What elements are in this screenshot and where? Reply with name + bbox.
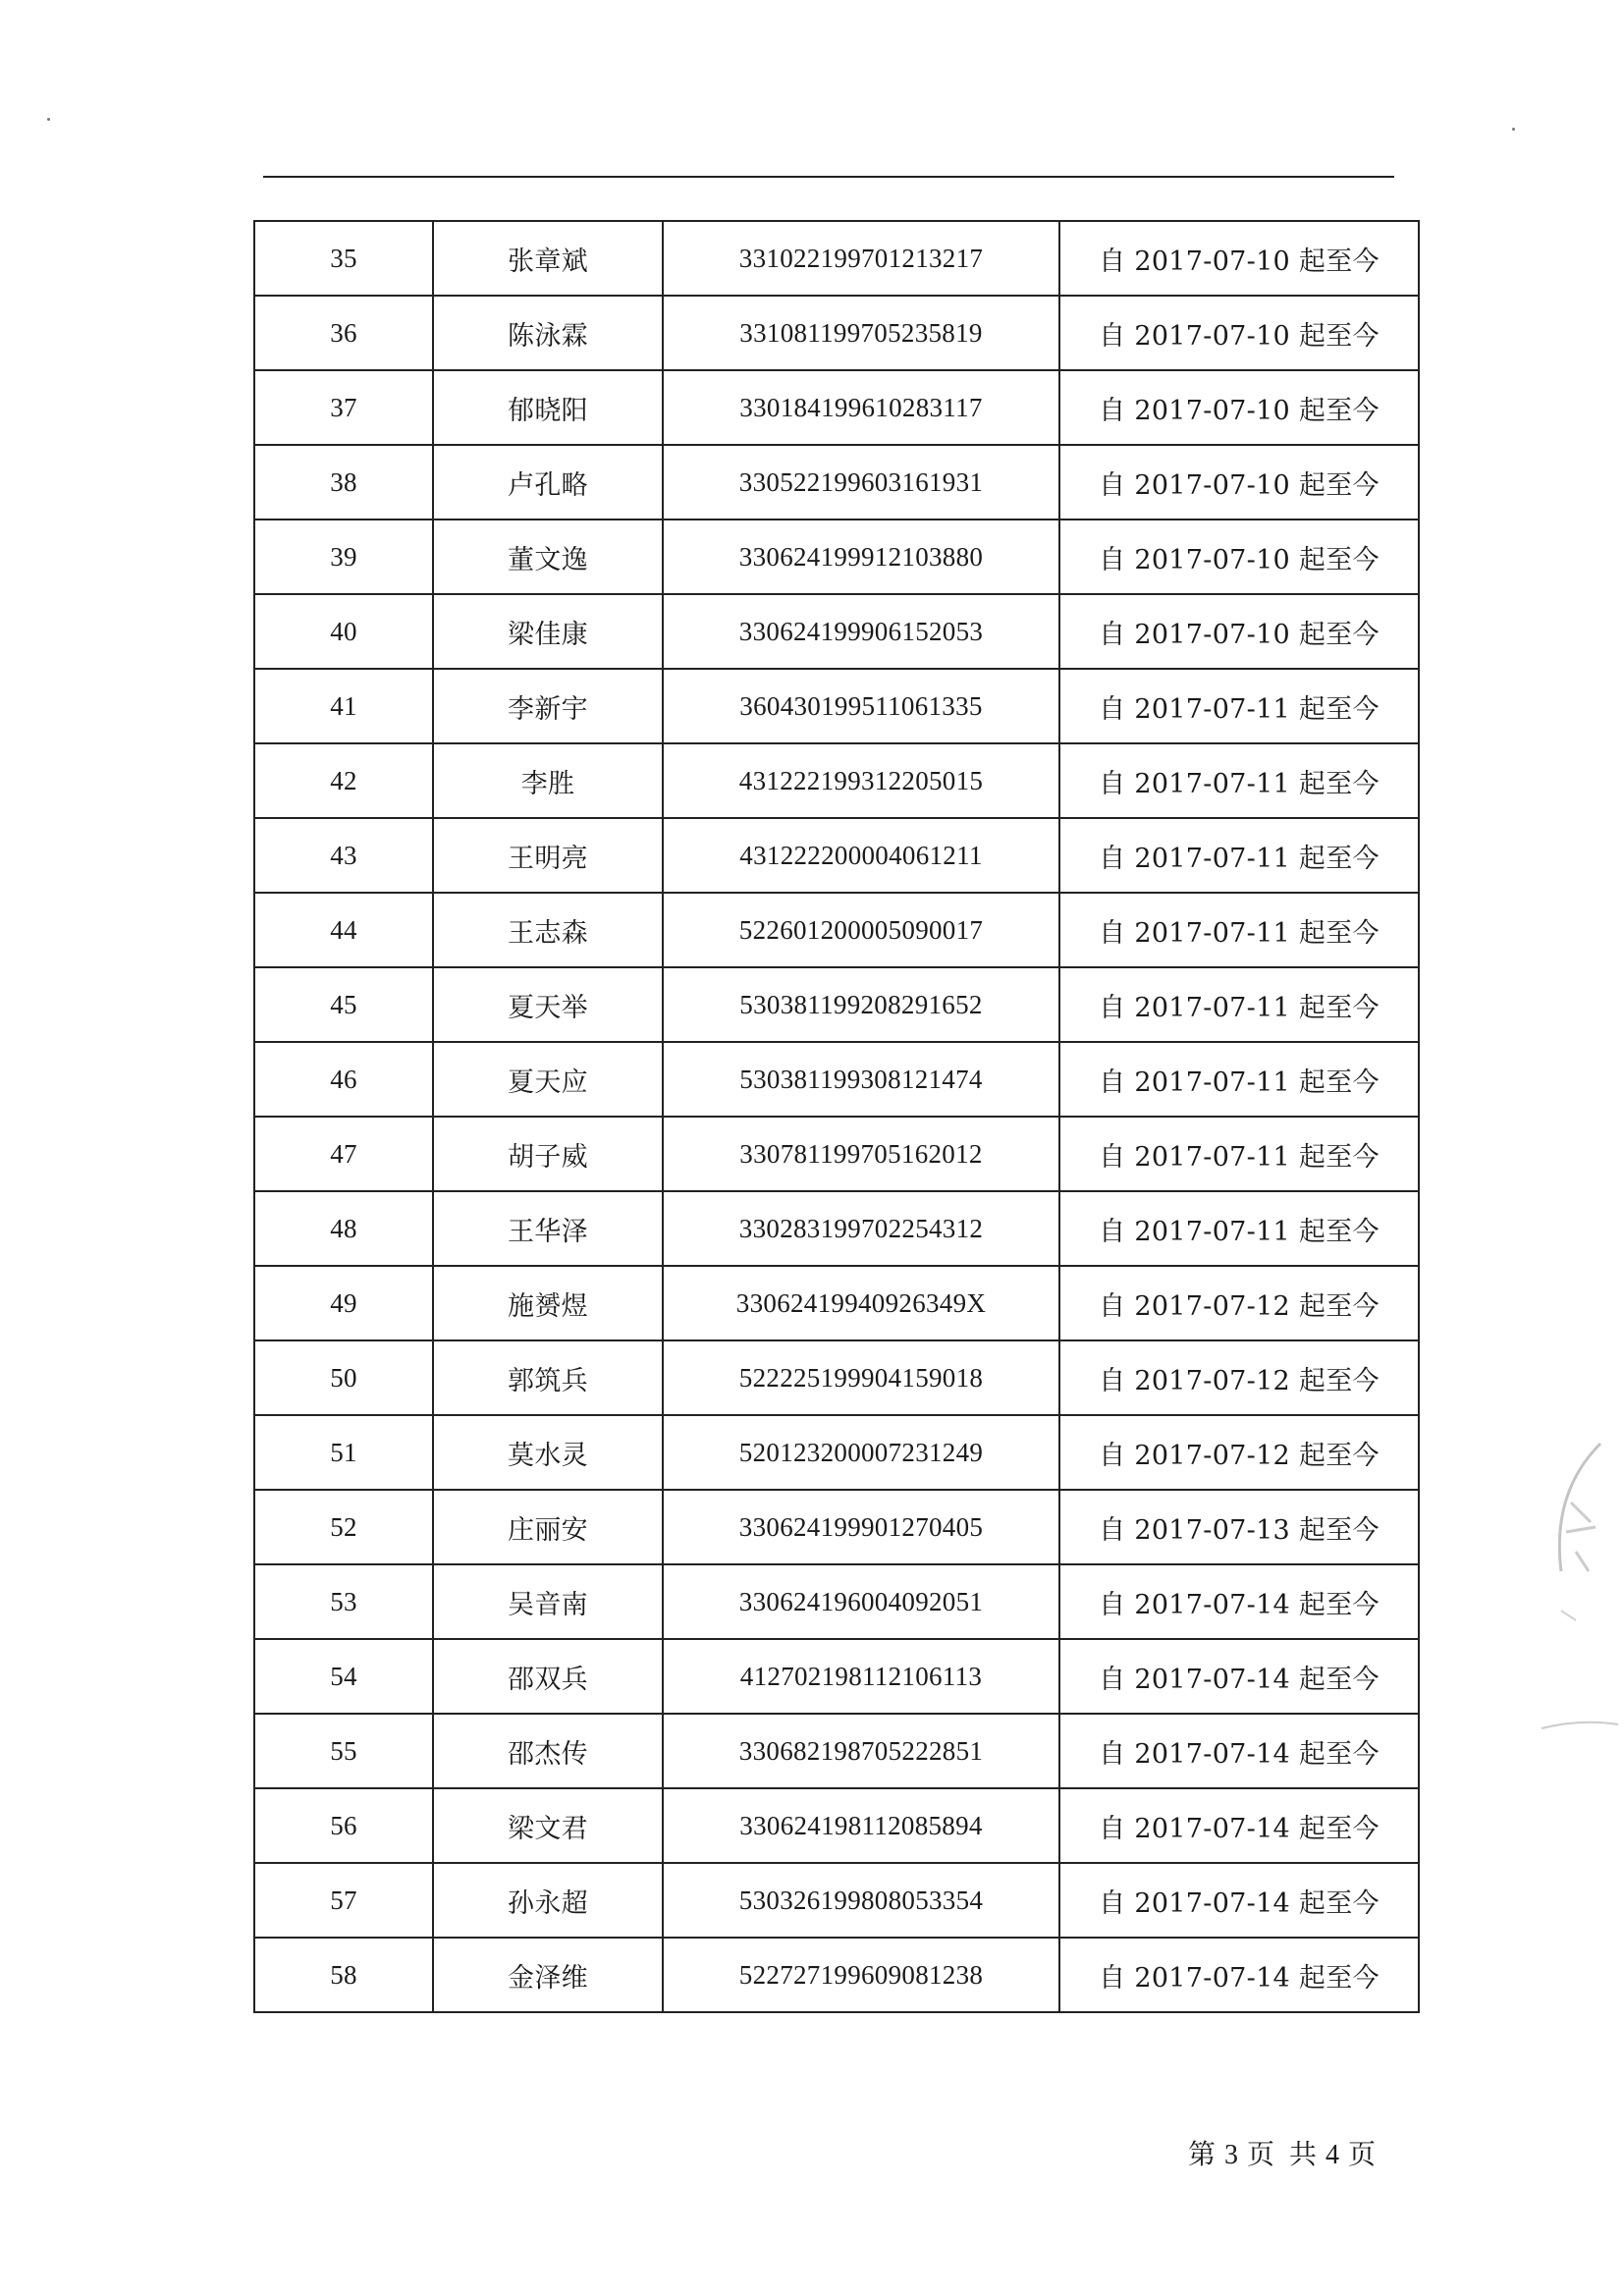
row-number-cell: 39 — [254, 519, 433, 594]
id-number-cell: 360430199511061335 — [663, 669, 1059, 743]
table-row — [254, 818, 1419, 893]
id-number-cell: 530381199308121474 — [663, 1042, 1059, 1117]
employment-period-cell: 自 2017-07-10 起至今 — [1059, 445, 1419, 519]
table-row — [254, 1191, 1419, 1266]
employment-period-cell: 自 2017-07-14 起至今 — [1059, 1564, 1419, 1639]
id-number-cell: 330624198112085894 — [663, 1788, 1059, 1863]
table-row — [254, 1564, 1419, 1639]
table-row — [254, 1340, 1419, 1415]
person-name-cell: 施赟煜 — [433, 1266, 663, 1340]
id-number-cell: 530326199808053354 — [663, 1863, 1059, 1938]
table-row — [254, 296, 1419, 370]
row-number-cell: 40 — [254, 594, 433, 669]
person-name-cell: 吴音南 — [433, 1564, 663, 1639]
id-number-cell: 530381199208291652 — [663, 967, 1059, 1042]
person-name-cell: 孙永超 — [433, 1863, 663, 1938]
employment-period-cell: 自 2017-07-14 起至今 — [1059, 1639, 1419, 1714]
row-number-cell: 50 — [254, 1340, 433, 1415]
table-row — [254, 1788, 1419, 1863]
id-number-cell: 330624196004092051 — [663, 1564, 1059, 1639]
person-name-cell: 邵双兵 — [433, 1639, 663, 1714]
person-name-cell: 王华泽 — [433, 1191, 663, 1266]
row-number-cell: 54 — [254, 1639, 433, 1714]
id-number-cell: 522727199609081238 — [663, 1938, 1059, 2012]
id-number-cell: 331081199705235819 — [663, 296, 1059, 370]
employment-period-cell: 自 2017-07-11 起至今 — [1059, 893, 1419, 967]
person-name-cell: 梁佳康 — [433, 594, 663, 669]
person-name-cell: 夏天应 — [433, 1042, 663, 1117]
id-number-cell: 412702198112106113 — [663, 1639, 1059, 1714]
table-row — [254, 743, 1419, 818]
table-row — [254, 594, 1419, 669]
table-row — [254, 370, 1419, 445]
employment-period-cell: 自 2017-07-14 起至今 — [1059, 1938, 1419, 2012]
row-number-cell: 47 — [254, 1117, 433, 1191]
employment-period-cell: 自 2017-07-11 起至今 — [1059, 1191, 1419, 1266]
seal-stamp-fragment — [1532, 1434, 1620, 1787]
header-rule — [263, 176, 1394, 178]
row-number-cell: 45 — [254, 967, 433, 1042]
person-name-cell: 梁文君 — [433, 1788, 663, 1863]
id-number-cell: 330283199702254312 — [663, 1191, 1059, 1266]
roster-table-body — [254, 221, 1419, 2012]
row-number-cell: 42 — [254, 743, 433, 818]
person-name-cell: 夏天举 — [433, 967, 663, 1042]
table-row — [254, 445, 1419, 519]
id-number-cell: 33062419940926349X — [663, 1266, 1059, 1340]
employment-period-cell: 自 2017-07-14 起至今 — [1059, 1788, 1419, 1863]
employment-period-cell: 自 2017-07-11 起至今 — [1059, 818, 1419, 893]
row-number-cell: 52 — [254, 1490, 433, 1564]
id-number-cell: 520123200007231249 — [663, 1415, 1059, 1490]
employment-period-cell: 自 2017-07-12 起至今 — [1059, 1340, 1419, 1415]
person-name-cell: 董文逸 — [433, 519, 663, 594]
table-row — [254, 221, 1419, 296]
person-name-cell: 王明亮 — [433, 818, 663, 893]
row-number-cell: 48 — [254, 1191, 433, 1266]
employment-period-cell: 自 2017-07-10 起至今 — [1059, 594, 1419, 669]
person-name-cell: 李新宇 — [433, 669, 663, 743]
employment-period-cell: 自 2017-07-12 起至今 — [1059, 1266, 1419, 1340]
row-number-cell: 37 — [254, 370, 433, 445]
row-number-cell: 43 — [254, 818, 433, 893]
id-number-cell: 331022199701213217 — [663, 221, 1059, 296]
table-row — [254, 1938, 1419, 2012]
id-number-cell: 330682198705222851 — [663, 1714, 1059, 1788]
row-number-cell: 41 — [254, 669, 433, 743]
row-number-cell: 44 — [254, 893, 433, 967]
row-number-cell: 49 — [254, 1266, 433, 1340]
scan-speck — [1512, 128, 1515, 131]
id-number-cell: 330522199603161931 — [663, 445, 1059, 519]
employment-period-cell: 自 2017-07-10 起至今 — [1059, 296, 1419, 370]
person-name-cell: 张章斌 — [433, 221, 663, 296]
page-number: 第 3 页 — [1188, 2140, 1276, 2170]
id-number-cell: 431222199312205015 — [663, 743, 1059, 818]
person-name-cell: 郁晓阳 — [433, 370, 663, 445]
person-name-cell: 王志森 — [433, 893, 663, 967]
id-number-cell: 330624199912103880 — [663, 519, 1059, 594]
employment-period-cell: 自 2017-07-11 起至今 — [1059, 967, 1419, 1042]
employment-period-cell: 自 2017-07-10 起至今 — [1059, 221, 1419, 296]
employment-period-cell: 自 2017-07-14 起至今 — [1059, 1863, 1419, 1938]
scan-speck — [47, 118, 50, 121]
row-number-cell: 53 — [254, 1564, 433, 1639]
employment-period-cell: 自 2017-07-12 起至今 — [1059, 1415, 1419, 1490]
row-number-cell: 38 — [254, 445, 433, 519]
id-number-cell: 330781199705162012 — [663, 1117, 1059, 1191]
person-name-cell: 郭筑兵 — [433, 1340, 663, 1415]
table-row — [254, 1415, 1419, 1490]
row-number-cell: 36 — [254, 296, 433, 370]
table-row — [254, 1117, 1419, 1191]
id-number-cell: 330624199901270405 — [663, 1490, 1059, 1564]
row-number-cell: 51 — [254, 1415, 433, 1490]
person-name-cell: 卢孔略 — [433, 445, 663, 519]
employment-period-cell: 自 2017-07-11 起至今 — [1059, 1042, 1419, 1117]
person-name-cell: 庄丽安 — [433, 1490, 663, 1564]
table-row — [254, 1639, 1419, 1714]
employment-period-cell: 自 2017-07-10 起至今 — [1059, 370, 1419, 445]
person-name-cell: 李胜 — [433, 743, 663, 818]
row-number-cell: 57 — [254, 1863, 433, 1938]
employment-period-cell: 自 2017-07-11 起至今 — [1059, 743, 1419, 818]
table-row — [254, 1714, 1419, 1788]
page-footer — [1188, 2133, 1382, 2172]
employment-period-cell: 自 2017-07-11 起至今 — [1059, 669, 1419, 743]
row-number-cell: 58 — [254, 1938, 433, 2012]
person-name-cell: 莫水灵 — [433, 1415, 663, 1490]
employment-period-cell: 自 2017-07-13 起至今 — [1059, 1490, 1419, 1564]
table-row — [254, 967, 1419, 1042]
id-number-cell: 330184199610283117 — [663, 370, 1059, 445]
table-row — [254, 1863, 1419, 1938]
person-name-cell: 陈泳霖 — [433, 296, 663, 370]
table-row — [254, 1266, 1419, 1340]
table-row — [254, 893, 1419, 967]
table-row — [254, 1042, 1419, 1117]
row-number-cell: 55 — [254, 1714, 433, 1788]
table-row — [254, 1490, 1419, 1564]
person-name-cell: 邵杰传 — [433, 1714, 663, 1788]
roster-table-container — [253, 220, 1418, 2013]
person-name-cell: 胡子威 — [433, 1117, 663, 1191]
table-row — [254, 519, 1419, 594]
table-row — [254, 669, 1419, 743]
person-name-cell: 金泽维 — [433, 1938, 663, 2012]
employment-period-cell: 自 2017-07-10 起至今 — [1059, 519, 1419, 594]
roster-table — [253, 220, 1420, 2013]
employment-period-cell: 自 2017-07-11 起至今 — [1059, 1117, 1419, 1191]
id-number-cell: 522225199904159018 — [663, 1340, 1059, 1415]
id-number-cell: 330624199906152053 — [663, 594, 1059, 669]
row-number-cell: 56 — [254, 1788, 433, 1863]
page-total: 共 4 页 — [1289, 2140, 1378, 2170]
id-number-cell: 522601200005090017 — [663, 893, 1059, 967]
id-number-cell: 431222200004061211 — [663, 818, 1059, 893]
row-number-cell: 46 — [254, 1042, 433, 1117]
employment-period-cell: 自 2017-07-14 起至今 — [1059, 1714, 1419, 1788]
row-number-cell: 35 — [254, 221, 433, 296]
